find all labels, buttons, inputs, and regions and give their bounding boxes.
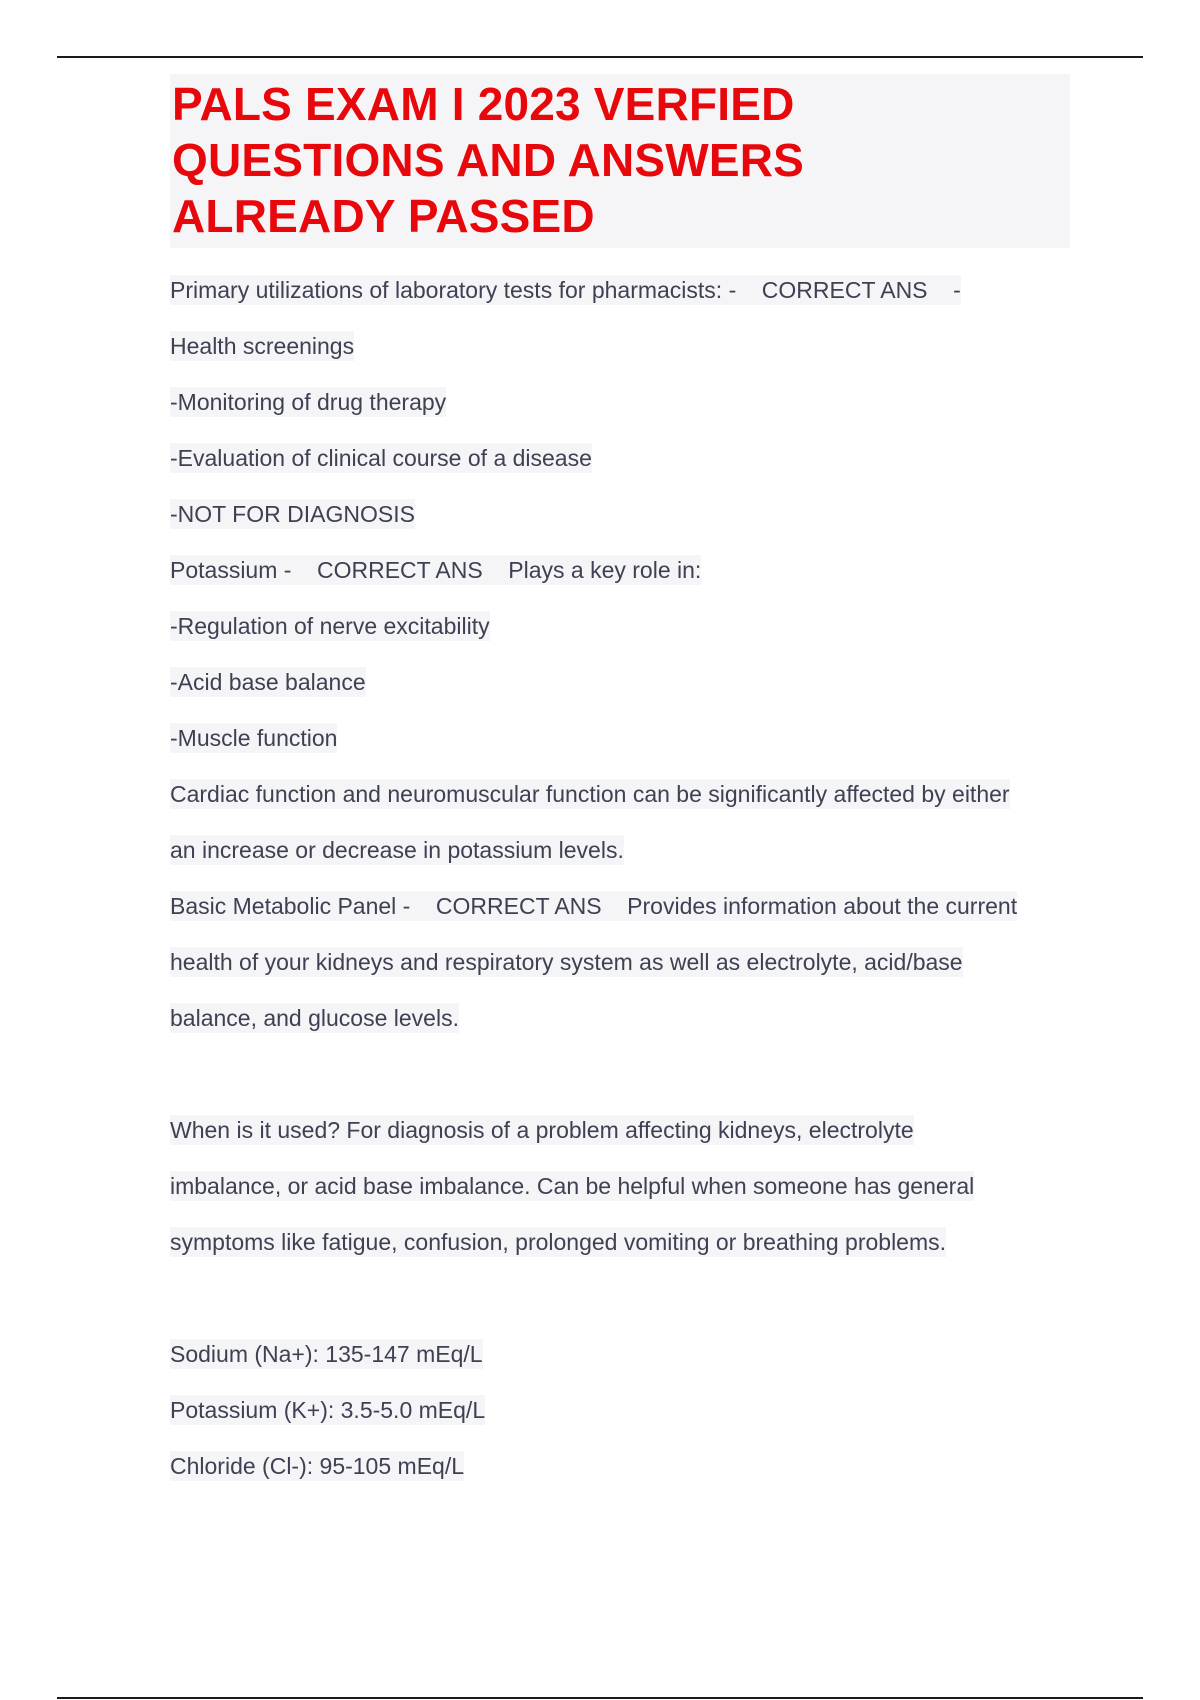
- text-line: [170, 878, 1070, 934]
- title-line-1: PALS EXAM I 2023 VERFIED: [172, 78, 795, 130]
- text-line: [170, 766, 1070, 822]
- document-body: [170, 262, 1070, 1494]
- answer-line: -Regulation of nerve excitability: [170, 613, 490, 639]
- answer-line: Cardiac function and neuromuscular function can be significantly affected by either: [170, 781, 1010, 807]
- document-title: [172, 76, 1070, 244]
- text-line: [170, 430, 1070, 486]
- answer-line: -NOT FOR DIAGNOSIS: [170, 501, 415, 527]
- blank-line: [170, 1270, 1070, 1326]
- answer-line: -Evaluation of clinical course of a disease: [170, 445, 592, 471]
- text-line: [170, 262, 1070, 318]
- answer-line: -Monitoring of drug therapy: [170, 389, 447, 415]
- blank-line: [170, 1046, 1070, 1102]
- answer-line: balance, and glucose levels.: [170, 1005, 459, 1031]
- text-line: [170, 542, 1070, 598]
- sodium-range: Sodium (Na+): 135-147 mEq/L: [170, 1341, 483, 1367]
- title-line-3: ALREADY PASSED: [172, 190, 595, 242]
- text-line: [170, 710, 1070, 766]
- text-line: [170, 318, 1070, 374]
- text-line: [170, 1438, 1070, 1494]
- answer-line: Health screenings: [170, 333, 355, 359]
- text-line: [170, 1158, 1070, 1214]
- potassium-range: Potassium (K+): 3.5-5.0 mEq/L: [170, 1397, 486, 1423]
- answer-line: symptoms like fatigue, confusion, prolonged vomiting or breathing problems.: [170, 1229, 947, 1255]
- text-line: [170, 822, 1070, 878]
- top-rule: [57, 56, 1143, 58]
- text-line: [170, 486, 1070, 542]
- answer-line: When is it used? For diagnosis of a problem affecting kidneys, electrolyte: [170, 1117, 914, 1143]
- answer-line: health of your kidneys and respiratory system as well as electrolyte, acid/base: [170, 949, 963, 975]
- answer-line: -Acid base balance: [170, 669, 366, 695]
- answer-line: -Muscle function: [170, 725, 338, 751]
- question-potassium: Potassium - CORRECT ANS Plays a key role in:: [170, 557, 702, 583]
- text-line: [170, 654, 1070, 710]
- answer-line: imbalance, or acid base imbalance. Can be helpful when someone has general: [170, 1173, 975, 1199]
- question-basic-metabolic-panel: Basic Metabolic Panel - CORRECT ANS Provides information about the current: [170, 893, 1018, 919]
- text-line: [170, 1102, 1070, 1158]
- text-line: [170, 934, 1070, 990]
- question-primary-utilizations: Primary utilizations of laboratory tests for pharmacists: - CORRECT ANS -: [170, 277, 961, 303]
- text-line: [170, 374, 1070, 430]
- text-line: [170, 1214, 1070, 1270]
- text-line: [170, 1382, 1070, 1438]
- text-line: [170, 598, 1070, 654]
- answer-line: an increase or decrease in potassium levels.: [170, 837, 624, 863]
- title-line-2: QUESTIONS AND ANSWERS: [172, 134, 805, 186]
- title-block: [170, 74, 1070, 248]
- chloride-range: Chloride (Cl-): 95-105 mEq/L: [170, 1453, 465, 1479]
- bottom-rule: [57, 1697, 1143, 1699]
- text-line: [170, 990, 1070, 1046]
- text-line: [170, 1326, 1070, 1382]
- document-page: [170, 74, 1070, 1494]
